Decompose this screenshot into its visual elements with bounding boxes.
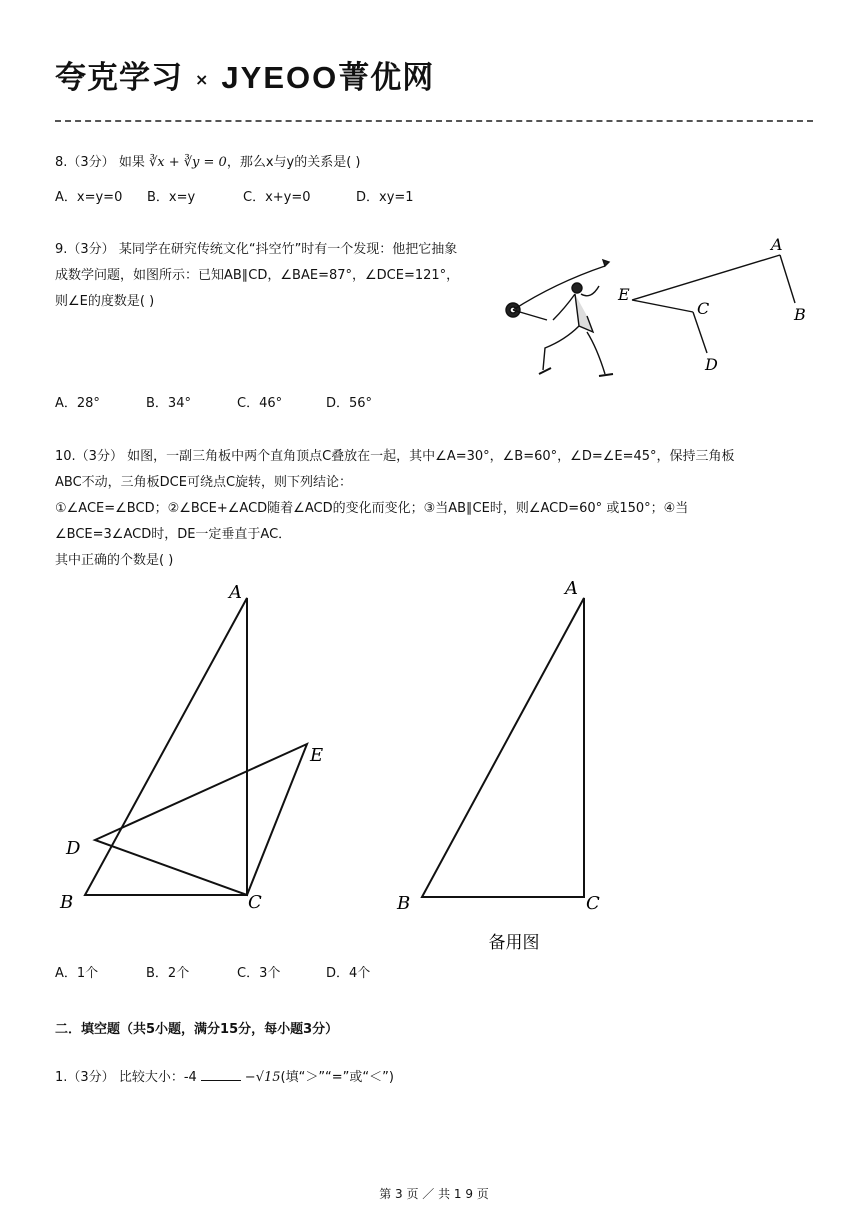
- q10-line2: ABC不动，三角板DCE可绕点C旋转，则下列结论：: [55, 475, 353, 490]
- q10-line4: ∠BCE=3∠ACD时，DE一定垂直于AC．: [55, 527, 292, 542]
- q10-fig1-label-b: B: [60, 892, 74, 913]
- fill-question-1: [55, 1065, 394, 1091]
- q9-line2: 成数学问题，如图所示：已知AB∥CD，∠BAE=87°，∠DCE=121°，: [55, 268, 460, 283]
- q8-formula: ∛x + ∛y = 0: [148, 155, 227, 170]
- q10-fig1-label-a: A: [229, 582, 242, 603]
- q9-option-c[interactable]: C．46°: [237, 396, 283, 411]
- brand-left: 夸克学习: [55, 60, 183, 96]
- q9-label-c: C: [697, 299, 710, 318]
- fill1-text-prefix: 比较大小：-4: [118, 1070, 197, 1085]
- q10-option-c[interactable]: C．3个: [237, 966, 281, 981]
- question-8: [55, 150, 361, 176]
- q9-geometry-lines: [632, 255, 795, 353]
- q10-fig2-label-b: B: [397, 893, 411, 914]
- q9-options: [55, 392, 372, 411]
- q8-text-prefix: 如果: [118, 155, 145, 170]
- q10-option-a[interactable]: A．1个: [55, 966, 99, 981]
- triangle-abc: [85, 598, 247, 895]
- q10-fig1-label-d: D: [66, 838, 81, 859]
- q10-number: 10.（3分）: [55, 449, 123, 464]
- q8-number: 8.（3分）: [55, 155, 115, 170]
- section-fill-in-title: 二．填空题（共5小题，满分15分，每小题3分）: [55, 1022, 339, 1037]
- q9-label-a: A: [771, 235, 783, 254]
- q10-fig2-caption: 备用图: [488, 933, 540, 953]
- page-footer: 第 3 页 ／ 共 1 9 页: [379, 1187, 489, 1201]
- q8-option-b[interactable]: B．x=y: [147, 190, 196, 205]
- q9-label-e: E: [618, 285, 630, 304]
- q8-option-a[interactable]: A．x=y=0: [55, 190, 123, 205]
- q9-figure: [495, 228, 825, 388]
- q9-option-b[interactable]: B．34°: [146, 396, 191, 411]
- header-logo: [55, 52, 434, 97]
- q10-figure-main: [55, 578, 355, 918]
- fill1-number: 1.（3分）: [55, 1070, 115, 1085]
- q8-text-suffix: ，那么x与y的关系是( ): [226, 155, 361, 170]
- triangle-abc-backup: [422, 598, 584, 897]
- q10-figure-backup: [390, 574, 630, 959]
- q9-option-a[interactable]: A．28°: [55, 396, 100, 411]
- question-9: [55, 237, 459, 315]
- segment-cd: [693, 312, 707, 353]
- fill1-formula: −√15: [244, 1070, 281, 1085]
- segment-ea: [632, 255, 780, 300]
- q9-line1: 某同学在研究传统文化“抖空竹”时有一个发现：他把它抽象: [118, 242, 458, 257]
- q8-option-d[interactable]: D．xy=1: [356, 190, 414, 205]
- fill1-text-suffix: (填“＞”“=”或“＜”): [280, 1070, 394, 1085]
- q9-label-b: B: [794, 305, 806, 324]
- q10-line1: 如图，一副三角板中两个直角顶点C叠放在一起，其中∠A=30°，∠B=60°，∠D=∠E=45°，保持三角板: [127, 449, 735, 464]
- q9-label-d: D: [705, 355, 718, 374]
- q8-options: [55, 186, 414, 205]
- q10-fig1-label-e: E: [310, 745, 324, 766]
- segment-ec: [632, 300, 693, 312]
- q10-line5: 其中正确的个数是( ): [55, 553, 174, 568]
- segment-ab: [780, 255, 795, 303]
- q10-options: [55, 962, 370, 981]
- q10-option-d[interactable]: D．4个: [326, 966, 371, 981]
- q9-number: 9.（3分）: [55, 242, 115, 257]
- brand-right-cn: 菁优网: [338, 60, 435, 96]
- q10-fig2-label-a: A: [565, 578, 578, 599]
- q10-option-b[interactable]: B．2个: [146, 966, 190, 981]
- brand-right-latin: JYEOO: [221, 60, 339, 95]
- diabolo-dancer-illustration: [506, 260, 613, 376]
- q9-option-d[interactable]: D．56°: [326, 396, 373, 411]
- q10-fig1-label-c: C: [248, 892, 262, 913]
- q10-fig2-label-c: C: [586, 893, 600, 914]
- q10-line3: ①∠ACE=∠BCD；②∠BCE+∠ACD随着∠ACD的变化而变化；③当AB∥CE时，则∠ACD=60° 或150°；④当: [55, 501, 689, 516]
- q8-option-c[interactable]: C．x+y=0: [243, 190, 311, 205]
- fill1-answer-blank[interactable]: [201, 1068, 241, 1081]
- brand-separator: ×: [195, 70, 210, 89]
- question-10: [55, 444, 735, 574]
- q9-line3: 则∠E的度数是( ): [55, 294, 155, 309]
- header-divider: [55, 120, 813, 122]
